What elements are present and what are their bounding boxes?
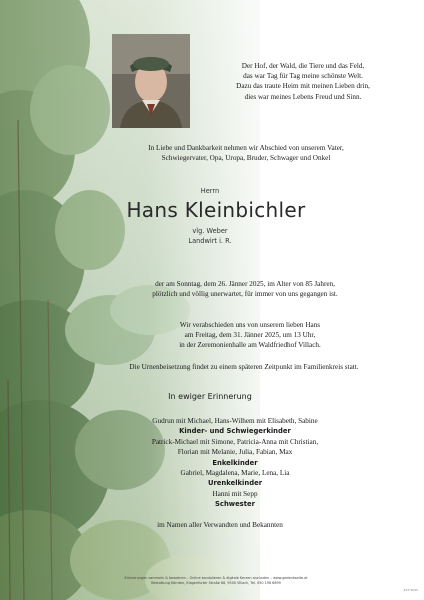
- salutation: Herrn: [200, 187, 220, 195]
- family-list: [100, 416, 370, 510]
- family-relation-label: Urenkelkinder: [207, 479, 263, 488]
- urn-notice: Die Urnenbeisetzung findet zu einem späteren Zeitpunkt im Familienkreis statt.: [129, 363, 359, 371]
- poem-line: Dazu das traute Heim mit meinen Lieben drin,: [236, 82, 370, 91]
- poem-line: dies war meines Lebens Freud und Sinn.: [244, 92, 362, 101]
- intro-line: In Liebe und Dankbarkeit nehmen wir Abschied von unserem Vater,: [148, 144, 344, 152]
- family-relation-label: Kinder- und Schwiegerkinder: [179, 427, 291, 436]
- intro-text: [96, 143, 396, 163]
- footer-line: Bestattung Kärnten, Klagenfurter Straße 68, 9500 Villach, Tel. 050 198 6899: [151, 580, 281, 585]
- document-code: EXP 9090: [403, 588, 418, 592]
- poem: [203, 61, 403, 102]
- farewell-text: [130, 320, 370, 351]
- family-line: Patrick-Michael mit Simone, Patricia-Anna mit Christian,: [151, 437, 319, 446]
- nickname: vlg. Weber: [192, 227, 228, 235]
- farewell-line: am Freitag, dem 31. Jänner 2025, um 13 Uhr,: [184, 331, 316, 340]
- poem-line: Der Hof, der Wald, die Tiere und das Feld,: [241, 62, 365, 70]
- footer: [96, 576, 336, 586]
- deceased-subtitle: [150, 226, 270, 246]
- family-relation-label: Schwester: [215, 500, 255, 509]
- footer-line: Erinnerungen sammeln & bewahren – Online kondolieren & digitale Kerzen anzünden – www.gedenkseite.at: [124, 576, 308, 580]
- family-line: Florian mit Melanie, Julia, Fabian, Max: [177, 448, 293, 457]
- farewell-line: Wir verabschieden uns von unserem lieben Hans: [179, 321, 321, 329]
- deceased-name: Hans Kleinbichler: [126, 198, 306, 222]
- family-line: Gudrun mit Michael, Hans-Wilhem mit Elisabeth, Sabine: [152, 417, 318, 425]
- farewell-line: in der Zeremonienhalle am Waldfriedhof Villach.: [179, 341, 321, 350]
- death-notice-line: plötzlich und völlig unerwartet, für immer von uns gegangen ist.: [152, 290, 338, 299]
- family-relation-label: Enkelkinder: [212, 458, 258, 467]
- poem-line: das war Tag für Tag meine schönste Welt.: [243, 72, 363, 81]
- death-notice-line: der am Sonntag, dem 26. Jänner 2025, im Alter von 85 Jahren,: [155, 280, 335, 288]
- death-notice: [80, 279, 410, 299]
- memorial-heading: In ewiger Erinnerung: [168, 392, 252, 401]
- family-line: Gabriel, Magdalena, Marie, Lena, Lia: [180, 469, 290, 478]
- portrait-photo: [112, 34, 190, 128]
- closing-line: im Namen aller Verwandten und Bekannten: [157, 521, 283, 529]
- occupation: Landwirt i. R.: [188, 237, 232, 245]
- intro-line: Schwiegervater, Opa, Uropa, Bruder, Schwager und Onkel: [161, 154, 331, 163]
- family-line: Hanni mit Sepp: [212, 489, 258, 498]
